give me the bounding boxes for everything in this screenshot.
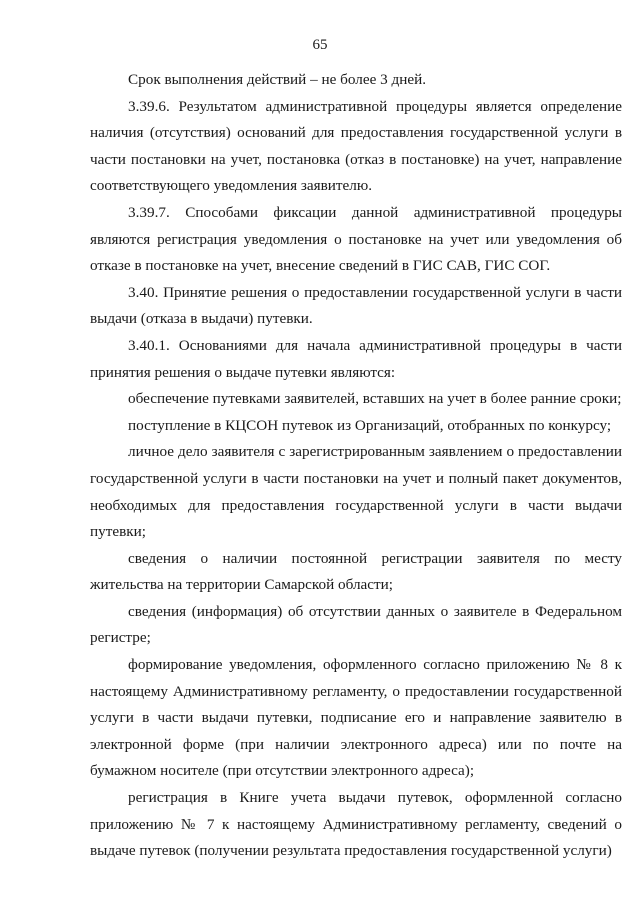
paragraph-3-40-1: 3.40.1. Основаниями для начала административной процедуры в части принятия решения о выдаче путевки являются: bbox=[90, 336, 622, 381]
paragraph-3-39-7: 3.39.7. Способами фиксации данной административной процедуры являются регистрация уведомления о постановке на учет или уведомления об отказе в постановке на учет, внесение сведений в ГИС САВ, ГИС СОГ. bbox=[90, 203, 622, 275]
paragraph-3-40: 3.40. Принятие решения о предоставлении государственной услуги в части выдачи (отказа в выдачи) путевки. bbox=[90, 283, 622, 328]
page-number: 65 bbox=[312, 37, 328, 53]
list-item-personal-file: личное дело заявителя с зарегистрированным заявлением о предоставлении государственной услуги в части постановки на учет и полный пакет документов, необходимых для предоставления государственной услуги в части выдачи путевки; bbox=[90, 443, 622, 541]
list-item-federal-register: сведения (информация) об отсутствии данных о заявителе в Федеральном регистре; bbox=[90, 602, 622, 647]
list-item-vouchers-receipt: поступление в КЦСОН путевок из Организаций, отобранных по конкурсу; bbox=[128, 416, 612, 434]
list-item-book-registration: регистрация в Книге учета выдачи путевок, оформленной согласно приложению № 7 к настоящему Административному регламенту, сведений о выдаче путевок (получении результата предоставления государственной услуги) bbox=[90, 789, 622, 860]
document-body bbox=[90, 67, 622, 865]
list-item-notification-forming: формирование уведомления, оформленного согласно приложению № 8 к настоящему Административному регламенту, о предоставлении государственной услуги в части выдачи путевки, подписание его и направление заявителю в электронной форме (при наличии электронного адреса) или по почте на бумажном носителе (при отсутствии электронного адреса); bbox=[90, 656, 622, 780]
list-item-registration-info: сведения о наличии постоянной регистрации заявителя по месту жительства на территории Самарской области; bbox=[90, 549, 622, 594]
paragraph-3-39-6: 3.39.6. Результатом административной процедуры является определение наличия (отсутствия) оснований для предоставления государственной услуги в части постановки на учет, постановка (отказ в постановке) на учет, направление соответствующего уведомления заявителю. bbox=[90, 97, 622, 195]
paragraph-action-deadline: Срок выполнения действий – не более 3 дней. bbox=[128, 71, 427, 88]
list-item-vouchers-provision: обеспечение путевками заявителей, вставших на учет в более ранние сроки; bbox=[128, 390, 622, 408]
